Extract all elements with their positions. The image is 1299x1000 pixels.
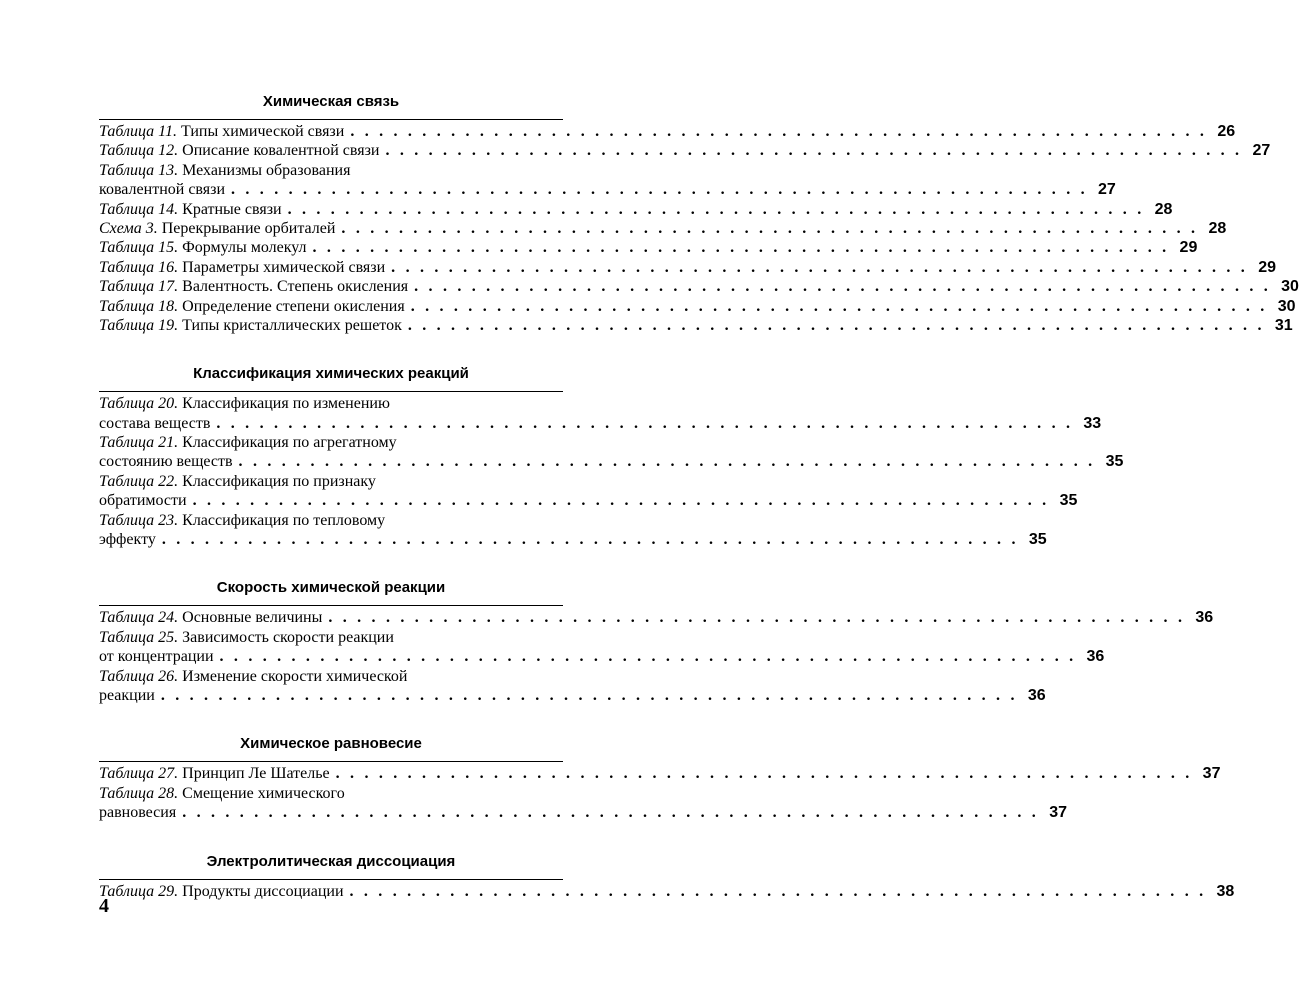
- entry-title: состава веществ: [99, 414, 211, 432]
- toc-entry-list: [99, 122, 1299, 335]
- entry-title: равновесия: [99, 804, 177, 822]
- entry-label: Таблица 23.: [99, 511, 179, 529]
- entry-label: Таблица 26.: [99, 667, 179, 685]
- entry-label: Таблица 27.: [99, 765, 179, 783]
- table-of-contents: [99, 92, 1299, 901]
- entry-page-number: 35: [1105, 453, 1124, 471]
- entry-label: Таблица 25.: [99, 628, 179, 646]
- dot-leader: . . . . . . . . . . . . . . . . . . . . . . . . . . . . . . . . . . . . . . . . . . . . . . . . . . . . . . . . . . . .: [161, 531, 1019, 549]
- entry-title: обратимости: [99, 492, 187, 510]
- entry-label: Таблица 19.: [99, 316, 179, 334]
- entry-page-number: 35: [1028, 531, 1047, 549]
- toc-entry-line: [99, 530, 1047, 549]
- page-number: 4: [99, 895, 109, 917]
- entry-title: Механизмы образования: [182, 161, 351, 179]
- entry-title: от концентрации: [99, 648, 214, 666]
- toc-entry-line: [99, 297, 1296, 316]
- dot-leader: . . . . . . . . . . . . . . . . . . . . . . . . . . . . . . . . . . . . . . . . . . . . . . . . . . . . . . . . . . . .: [385, 142, 1243, 160]
- toc-entry: [99, 433, 1124, 472]
- dot-leader: . . . . . . . . . . . . . . . . . . . . . . . . . . . . . . . . . . . . . . . . . . . . . . . . . . . . . . . . . . . .: [216, 414, 1074, 432]
- toc-entry: [99, 161, 1116, 200]
- toc-entry-line: [99, 882, 1235, 901]
- entry-page-number: 31: [1274, 316, 1293, 334]
- toc-entry-line: [99, 122, 1236, 141]
- entry-title: Классификация по тепловому: [182, 511, 386, 529]
- entry-page-number: 30: [1281, 278, 1299, 296]
- toc-entry-line: [99, 686, 1046, 705]
- entry-page-number: 30: [1277, 297, 1296, 315]
- entry-label: Таблица 13.: [99, 161, 179, 179]
- toc-entry-list: [99, 764, 1221, 822]
- toc-entry-line: [99, 628, 563, 647]
- entry-title: Классификация по изменению: [182, 395, 390, 413]
- dot-leader: . . . . . . . . . . . . . . . . . . . . . . . . . . . . . . . . . . . . . . . . . . . . . . . . . . . . . . . . . . . .: [238, 453, 1096, 471]
- entry-title: Кратные связи: [182, 200, 282, 218]
- toc-entry-line: [99, 764, 1221, 783]
- dot-leader: . . . . . . . . . . . . . . . . . . . . . . . . . . . . . . . . . . . . . . . . . . . . . . . . . . . . . . . . . . . .: [192, 492, 1050, 510]
- dot-leader: . . . . . . . . . . . . . . . . . . . . . . . . . . . . . . . . . . . . . . . . . . . . . . . . . . . . . . . . . . . .: [391, 258, 1248, 276]
- entry-title: эффекту: [99, 531, 156, 549]
- dot-leader: . . . . . . . . . . . . . . . . . . . . . . . . . . . . . . . . . . . . . . . . . . . . . . . . . . . . . . . . . . . .: [350, 123, 1208, 140]
- entry-page-number: 37: [1049, 804, 1068, 822]
- entry-page-number: 36: [1195, 609, 1214, 627]
- toc-entry: [99, 200, 1173, 219]
- toc-entry: [99, 219, 1227, 238]
- entry-label: Таблица 14.: [99, 200, 179, 218]
- entry-label: Таблица 20.: [99, 395, 179, 413]
- toc-entry-line: [99, 200, 1173, 219]
- entry-page-number: 26: [1217, 123, 1236, 140]
- toc-entry-line: [99, 784, 563, 803]
- entry-title: Основные величины: [182, 609, 323, 627]
- entry-label: Таблица 16.: [99, 258, 179, 276]
- dot-leader: . . . . . . . . . . . . . . . . . . . . . . . . . . . . . . . . . . . . . . . . . . . . . . . . . . . . . . . . . . . .: [312, 239, 1170, 257]
- dot-leader: . . . . . . . . . . . . . . . . . . . . . . . . . . . . . . . . . . . . . . . . . . . . . . . . . . . . . . . . . . . .: [328, 609, 1186, 627]
- toc-entry-line: [99, 452, 1124, 471]
- entry-title: Принцип Ле Шателье: [182, 765, 330, 783]
- dot-leader: . . . . . . . . . . . . . . . . . . . . . . . . . . . . . . . . . . . . . . . . . . . . . . . . . . . . . . . . . . . .: [410, 297, 1268, 315]
- section-spacer: [99, 823, 563, 852]
- section-title: Химическая связь: [262, 93, 400, 110]
- entry-label: Таблица 18.: [99, 297, 179, 315]
- section-spacer: [99, 705, 563, 734]
- entry-title: Определение степени окисления: [182, 297, 405, 315]
- section-divider: [99, 761, 563, 762]
- entry-label: Таблица 22.: [99, 472, 179, 490]
- entry-title: Валентность. Степень окисления: [182, 278, 409, 296]
- toc-entry-line: [99, 472, 563, 491]
- section-title: Электролитическая диссоциация: [206, 852, 456, 870]
- entry-title: Типы химической связи: [180, 123, 345, 140]
- entry-page-number: 28: [1208, 219, 1227, 237]
- toc-entry-line: [99, 219, 1227, 238]
- entry-title: Типы кристаллических решеток: [182, 316, 402, 334]
- section-title: Скорость химической реакции: [216, 579, 446, 597]
- toc-section: [99, 92, 1299, 335]
- dot-leader: . . . . . . . . . . . . . . . . . . . . . . . . . . . . . . . . . . . . . . . . . . . . . . . . . . . . . . . . . . . .: [335, 765, 1193, 783]
- section-divider: [99, 391, 563, 392]
- entry-title: Перекрывание орбиталей: [161, 219, 336, 237]
- toc-entry: [99, 394, 1102, 433]
- toc-entry: [99, 882, 1235, 901]
- entry-title: Зависимость скорости реакции: [182, 628, 394, 646]
- toc-entry-line: [99, 316, 1293, 335]
- toc-entry-list: [99, 608, 1214, 705]
- entry-label: Таблица 24.: [99, 609, 179, 627]
- section-spacer: [99, 549, 563, 578]
- toc-entry: [99, 784, 1068, 823]
- entry-title: ковалентной связи: [99, 181, 225, 199]
- entry-page-number: 36: [1086, 648, 1105, 666]
- entry-title: Смещение химического: [182, 784, 345, 802]
- toc-entry-line: [99, 608, 1214, 627]
- toc-entry-line: [99, 258, 1276, 277]
- toc-entry: [99, 122, 1236, 141]
- toc-section: [99, 578, 1214, 705]
- entry-page-number: 36: [1027, 686, 1046, 704]
- toc-entry-line: [99, 277, 1299, 296]
- toc-section: [99, 734, 1221, 822]
- toc-entry-line: [99, 394, 563, 413]
- entry-page-number: 28: [1154, 200, 1173, 218]
- toc-entry-line: [99, 491, 1078, 510]
- entry-title: Классификация по признаку: [182, 472, 376, 490]
- dot-leader: . . . . . . . . . . . . . . . . . . . . . . . . . . . . . . . . . . . . . . . . . . . . . . . . . . . . . . . . . . . .: [341, 219, 1199, 237]
- section-divider: [99, 605, 563, 606]
- toc-entry: [99, 472, 1078, 511]
- entry-label: Таблица 21.: [99, 434, 179, 452]
- entry-title: Классификация по агрегатному: [182, 434, 397, 452]
- entry-title: реакции: [99, 686, 155, 704]
- entry-title: Параметры химической связи: [182, 258, 386, 276]
- toc-entry-line: [99, 647, 1105, 666]
- entry-page-number: 38: [1216, 882, 1235, 900]
- dot-leader: . . . . . . . . . . . . . . . . . . . . . . . . . . . . . . . . . . . . . . . . . . . . . . . . . . . . . . . . . . . .: [287, 200, 1145, 218]
- toc-entry-line: [99, 180, 1116, 199]
- entry-label: Таблица 12.: [99, 142, 179, 160]
- dot-leader: . . . . . . . . . . . . . . . . . . . . . . . . . . . . . . . . . . . . . . . . . . . . . . . . . . . . . . . . . . . .: [182, 804, 1040, 822]
- entry-page-number: 35: [1059, 492, 1078, 510]
- entry-page-number: 27: [1252, 142, 1271, 160]
- section-title: Классификация химических реакций: [193, 365, 469, 383]
- dot-leader: . . . . . . . . . . . . . . . . . . . . . . . . . . . . . . . . . . . . . . . . . . . . . . . . . . . . . . . . . . . .: [160, 686, 1018, 704]
- toc-section: [99, 364, 1124, 549]
- toc-entry-line: [99, 141, 1271, 160]
- toc-entry-line: [99, 667, 563, 686]
- toc-section: [99, 852, 1235, 901]
- entry-title: Продукты диссоциации: [182, 882, 344, 900]
- toc-entry-line: [99, 511, 563, 530]
- entry-title: Изменение скорости химической: [182, 667, 408, 685]
- entry-title: Формулы молекул: [182, 239, 307, 257]
- entry-label: Таблица 15.: [99, 239, 179, 257]
- entry-page-number: 33: [1083, 414, 1102, 432]
- dot-leader: . . . . . . . . . . . . . . . . . . . . . . . . . . . . . . . . . . . . . . . . . . . . . . . . . . . . . . . . . . . .: [407, 316, 1265, 334]
- section-divider: [99, 119, 563, 120]
- toc-entry: [99, 316, 1293, 335]
- entry-label: Схема 3.: [99, 219, 158, 237]
- toc-entry: [99, 511, 1047, 550]
- entry-page-number: 27: [1098, 181, 1116, 199]
- toc-entry-line: [99, 433, 563, 452]
- toc-entry-line: [99, 238, 1198, 257]
- toc-entry: [99, 238, 1198, 257]
- entry-label: Таблица 17.: [99, 278, 179, 296]
- toc-entry-line: [99, 161, 563, 180]
- toc-entry-line: [99, 803, 1068, 822]
- entry-label: Таблица 11.: [99, 123, 177, 140]
- dot-leader: . . . . . . . . . . . . . . . . . . . . . . . . . . . . . . . . . . . . . . . . . . . . . . . . . . . . . . . . . . . .: [219, 648, 1077, 666]
- dot-leader: . . . . . . . . . . . . . . . . . . . . . . . . . . . . . . . . . . . . . . . . . . . . . . . . . . . . . . . . . . . .: [414, 278, 1271, 296]
- toc-entry: [99, 297, 1296, 316]
- toc-entry: [99, 667, 1046, 706]
- section-spacer: [99, 335, 563, 364]
- toc-entry: [99, 764, 1221, 783]
- toc-entry: [99, 277, 1299, 296]
- entry-page-number: 29: [1258, 258, 1276, 276]
- entry-page-number: 29: [1179, 239, 1198, 257]
- entry-label: Таблица 29.: [99, 882, 179, 900]
- toc-entry: [99, 258, 1276, 277]
- section-divider: [99, 879, 563, 880]
- entry-title: состоянию веществ: [99, 453, 233, 471]
- toc-entry: [99, 608, 1214, 627]
- entry-title: Описание ковалентной связи: [182, 142, 380, 160]
- entry-page-number: 37: [1202, 765, 1221, 783]
- section-title: Химическое равновесие: [240, 735, 422, 753]
- dot-leader: . . . . . . . . . . . . . . . . . . . . . . . . . . . . . . . . . . . . . . . . . . . . . . . . . . . . . . . . . . . .: [231, 181, 1088, 199]
- toc-entry-list: [99, 882, 1235, 901]
- toc-entry-list: [99, 394, 1124, 549]
- dot-leader: . . . . . . . . . . . . . . . . . . . . . . . . . . . . . . . . . . . . . . . . . . . . . . . . . . . . . . . . . . . .: [349, 882, 1207, 900]
- entry-label: Таблица 28.: [99, 784, 179, 802]
- toc-entry: [99, 141, 1271, 160]
- toc-entry: [99, 628, 1105, 667]
- toc-entry-line: [99, 414, 1102, 433]
